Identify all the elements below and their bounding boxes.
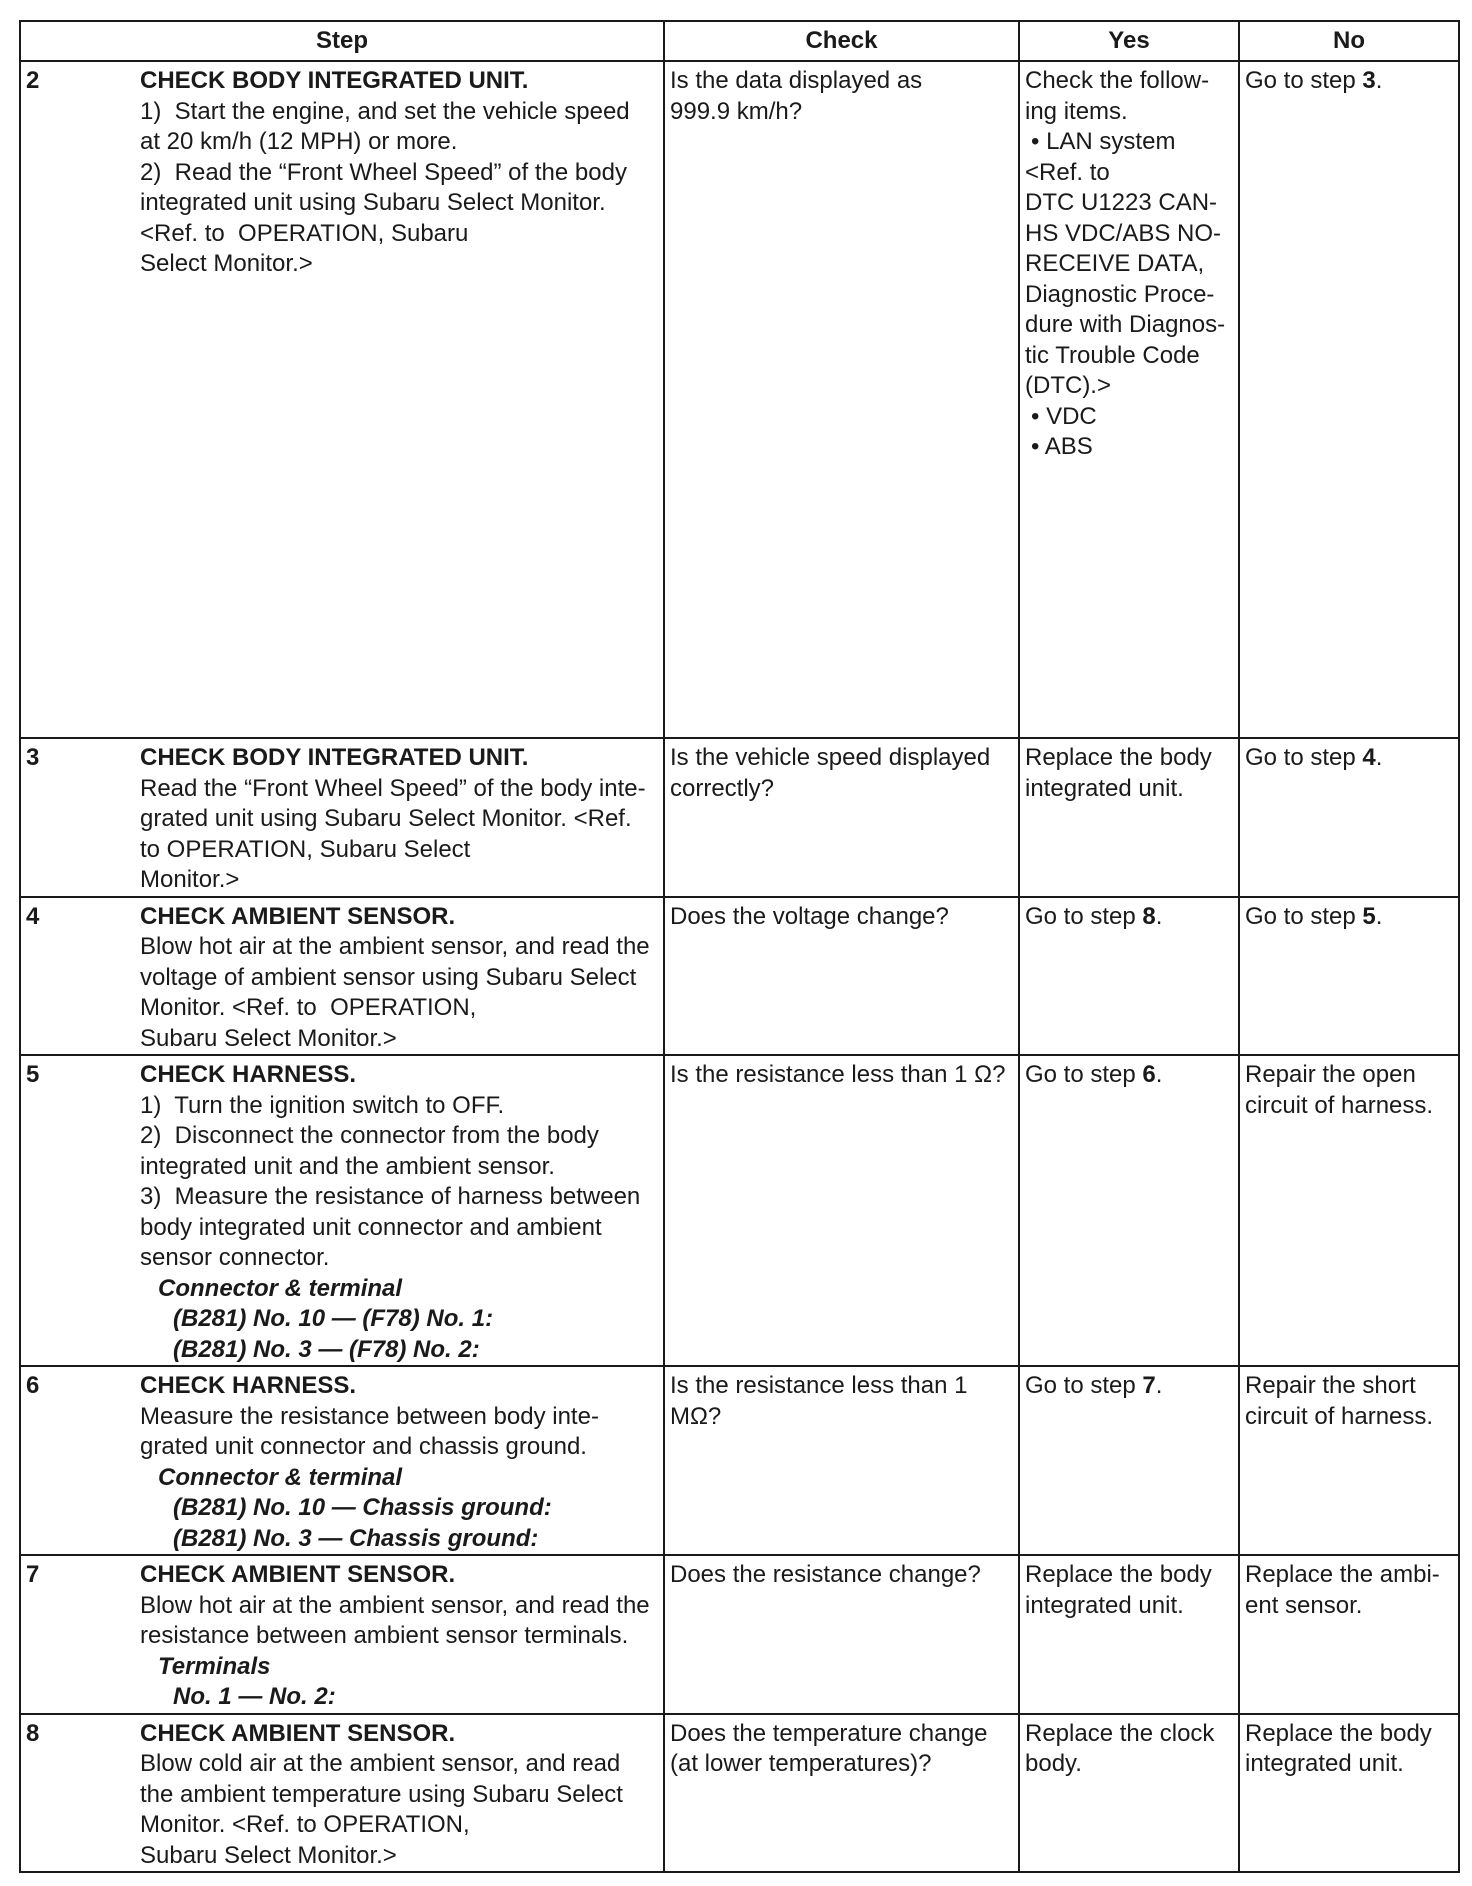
no-step-ref: 5 (1362, 902, 1376, 930)
yes-text: Go to step (1025, 1061, 1143, 1088)
check-text-line: Does the voltage change? (670, 902, 949, 930)
step-text-line: 1) Turn the ignition switch to OFF. (140, 1091, 505, 1119)
check-text-line: Is the resistance less than 1 Ω? (670, 1061, 1006, 1088)
step-text-line: voltage of ambient sensor using Subaru Select (140, 963, 637, 991)
table-row (20, 738, 1459, 897)
step-text-line: to OPERATION, Subaru Select (140, 835, 471, 863)
check-cell (664, 61, 1019, 738)
no-text-line: ent sensor. (1245, 1591, 1363, 1619)
no-text-line: Repair the open (1245, 1061, 1416, 1088)
yes-text-line: (DTC).> (1025, 372, 1111, 399)
table-row (20, 1714, 1459, 1873)
step-text-line: Blow hot air at the ambient sensor, and read the (140, 1591, 650, 1619)
check-cell (664, 1555, 1019, 1714)
step-cell (20, 897, 664, 1056)
yes-text-line: • ABS (1031, 433, 1093, 460)
step-text-line: resistance between ambient sensor terminals. (140, 1622, 629, 1649)
connector-terminal-item: (B281) No. 10 — Chassis ground: (173, 1494, 552, 1521)
yes-text-line: • VDC (1031, 402, 1097, 430)
table-row (20, 61, 1459, 738)
check-text-line: correctly? (670, 774, 775, 802)
yes-text-line: Diagnostic Proce- (1025, 280, 1215, 308)
header-check: Check (664, 21, 1019, 61)
step-text-line: Subaru Select Monitor.> (140, 1024, 397, 1052)
step-number: 6 (26, 1372, 40, 1399)
no-text-line: circuit of harness. (1245, 1402, 1434, 1430)
no-text-suffix: . (1375, 902, 1383, 930)
yes-text-suffix: . (1155, 1372, 1163, 1399)
no-cell (1239, 1555, 1459, 1714)
step-number: 5 (26, 1061, 40, 1088)
no-text-line: Repair the short (1245, 1372, 1416, 1399)
no-cell (1239, 61, 1459, 738)
table-row (20, 1366, 1459, 1555)
step-number: 2 (26, 67, 40, 94)
step-text-line: <Ref. to OPERATION, Subaru (140, 219, 469, 247)
yes-text-suffix: . (1155, 902, 1163, 930)
yes-cell (1019, 1555, 1239, 1714)
yes-step-ref: 6 (1142, 1061, 1156, 1088)
no-step-ref: 3 (1362, 67, 1376, 94)
yes-text-line: body. (1025, 1750, 1082, 1777)
connector-terminal-heading: Connector & terminal (158, 1463, 403, 1491)
step-title: CHECK HARNESS. (140, 1372, 357, 1399)
step-number: 8 (26, 1719, 40, 1747)
step-text-line: Blow cold air at the ambient sensor, and read (140, 1750, 621, 1777)
yes-text-line: Replace the clock (1025, 1719, 1215, 1747)
no-cell (1239, 897, 1459, 1056)
check-text-line: 999.9 km/h? (670, 97, 803, 125)
no-text-suffix: . (1375, 67, 1383, 94)
step-cell (20, 1055, 664, 1366)
yes-text-line: ing items. (1025, 97, 1128, 125)
step-text-line: Read the “Front Wheel Speed” of the body inte- (140, 774, 646, 802)
check-text-line: Is the resistance less than 1 MΩ? (670, 1372, 968, 1430)
check-cell (664, 1714, 1019, 1873)
connector-terminal-item: (B281) No. 3 — (F78) No. 2: (173, 1335, 480, 1363)
table-header-row (20, 21, 1459, 61)
yes-text-line: Replace the body (1025, 744, 1212, 771)
check-cell (664, 1366, 1019, 1555)
step-title: CHECK HARNESS. (140, 1061, 357, 1088)
no-text-line: Replace the body (1245, 1719, 1432, 1747)
step-text-line: 3) Measure the resistance of harness between (140, 1183, 641, 1210)
yes-text: Go to step (1025, 902, 1143, 930)
terminals-heading: Terminals (158, 1652, 271, 1680)
check-cell (664, 738, 1019, 897)
check-text-line: (at lower temperatures)? (670, 1750, 932, 1777)
step-text-line: integrated unit using Subaru Select Monitor. (140, 189, 606, 216)
no-step-ref: 4 (1362, 744, 1376, 771)
header-step: Step (20, 21, 664, 61)
step-text-line: Blow hot air at the ambient sensor, and read the (140, 933, 650, 960)
yes-text-line: DTC U1223 CAN- (1025, 189, 1218, 216)
yes-text-line: Check the follow- (1025, 67, 1210, 94)
no-cell (1239, 738, 1459, 897)
step-text-line: Monitor. <Ref. to OPERATION, (140, 1811, 470, 1838)
step-text-line: sensor connector. (140, 1244, 330, 1271)
no-text-line: integrated unit. (1245, 1750, 1404, 1777)
step-cell (20, 61, 664, 738)
yes-text-line: tic Trouble Code (1025, 341, 1200, 369)
no-text-line: Replace the ambi- (1245, 1561, 1440, 1588)
step-title: CHECK AMBIENT SENSOR. (140, 1719, 456, 1747)
step-title: CHECK AMBIENT SENSOR. (140, 1561, 456, 1588)
connector-terminal-item: (B281) No. 10 — (F78) No. 1: (173, 1305, 494, 1332)
table-row (20, 1055, 1459, 1366)
header-no: No (1239, 21, 1459, 61)
step-text-line: body integrated unit connector and ambient (140, 1213, 602, 1241)
check-cell (664, 1055, 1019, 1366)
no-cell (1239, 1714, 1459, 1873)
no-cell (1239, 1055, 1459, 1366)
yes-text-line: dure with Diagnos- (1025, 311, 1226, 338)
step-text-line: grated unit connector and chassis ground. (140, 1433, 587, 1460)
step-cell (20, 738, 664, 897)
step-title: CHECK BODY INTEGRATED UNIT. (140, 744, 529, 771)
yes-text-line: integrated unit. (1025, 774, 1184, 802)
step-text-line: Monitor. <Ref. to OPERATION, (140, 994, 477, 1021)
terminals-item: No. 1 — No. 2: (173, 1683, 336, 1710)
check-text-line: Does the resistance change? (670, 1561, 981, 1588)
step-text-line: 2) Read the “Front Wheel Speed” of the body (140, 158, 627, 186)
step-title: CHECK AMBIENT SENSOR. (140, 902, 456, 930)
step-text-line: Select Monitor.> (140, 250, 313, 277)
yes-cell (1019, 1714, 1239, 1873)
step-text-line: Monitor.> (140, 866, 240, 893)
yes-text-line: • LAN system (1031, 128, 1176, 155)
step-text-line: grated unit using Subaru Select Monitor. <Ref. (140, 805, 632, 832)
no-cell (1239, 1366, 1459, 1555)
yes-text-line: Replace the body (1025, 1561, 1212, 1588)
yes-cell (1019, 1055, 1239, 1366)
step-text-line: Subaru Select Monitor.> (140, 1841, 397, 1869)
diagnostic-procedure-table (19, 20, 1460, 1873)
table-row (20, 1555, 1459, 1714)
step-text-line: 2) Disconnect the connector from the body (140, 1122, 599, 1149)
step-cell (20, 1714, 664, 1873)
yes-cell (1019, 897, 1239, 1056)
yes-text-line: integrated unit. (1025, 1591, 1184, 1619)
yes-text-line: HS VDC/ABS NO- (1025, 219, 1222, 247)
yes-text: Go to step (1025, 1372, 1143, 1399)
check-text-line: Is the data displayed as (670, 67, 923, 94)
no-text: Go to step (1245, 744, 1363, 771)
header-yes: Yes (1019, 21, 1239, 61)
no-text-line: circuit of harness. (1245, 1091, 1434, 1119)
yes-text-line: RECEIVE DATA, (1025, 250, 1205, 277)
step-number: 4 (26, 902, 40, 930)
table-row (20, 897, 1459, 1056)
yes-cell (1019, 738, 1239, 897)
yes-step-ref: 7 (1142, 1372, 1156, 1399)
step-cell (20, 1366, 664, 1555)
no-text: Go to step (1245, 67, 1363, 94)
step-number: 3 (26, 744, 40, 771)
step-number: 7 (26, 1561, 40, 1588)
step-text-line: the ambient temperature using Subaru Select (140, 1780, 623, 1808)
no-text: Go to step (1245, 902, 1363, 930)
yes-text-line: <Ref. to (1025, 158, 1110, 186)
yes-cell (1019, 1366, 1239, 1555)
step-cell (20, 1555, 664, 1714)
check-cell (664, 897, 1019, 1056)
step-text-line: integrated unit and the ambient sensor. (140, 1152, 555, 1180)
connector-terminal-heading: Connector & terminal (158, 1274, 403, 1302)
yes-text-suffix: . (1155, 1061, 1163, 1088)
yes-step-ref: 8 (1142, 902, 1156, 930)
check-text-line: Is the vehicle speed displayed (670, 744, 991, 771)
yes-cell (1019, 61, 1239, 738)
no-text-suffix: . (1375, 744, 1383, 771)
step-text-line: Measure the resistance between body inte- (140, 1402, 599, 1430)
step-text-line: 1) Start the engine, and set the vehicle speed (140, 97, 630, 125)
connector-terminal-item: (B281) No. 3 — Chassis ground: (173, 1524, 539, 1552)
step-text-line: at 20 km/h (12 MPH) or more. (140, 128, 458, 155)
check-text-line: Does the temperature change (670, 1719, 988, 1747)
step-title: CHECK BODY INTEGRATED UNIT. (140, 67, 529, 94)
